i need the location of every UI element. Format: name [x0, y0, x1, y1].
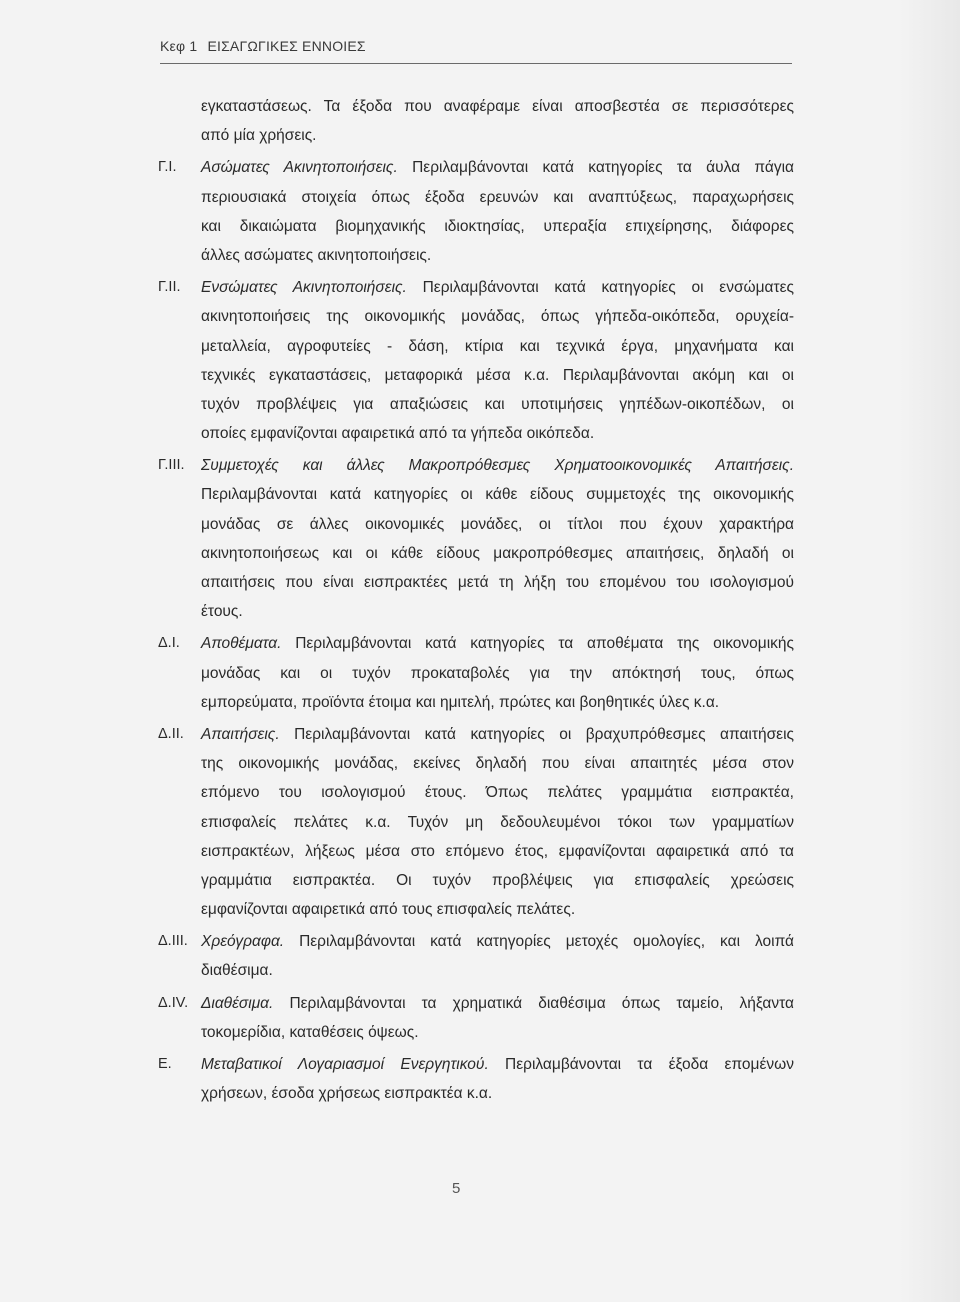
- paragraph-text: τυχόν προβλέψεις για απαξιώσεις και υποτιμήσεις γηπέδων-οικοπέδων, οι: [201, 395, 794, 413]
- section-label: Δ.ΙV.: [158, 994, 189, 1011]
- section-label: Γ.ΙΙ.: [158, 279, 181, 296]
- section-label: Δ.ΙΙ.: [158, 725, 184, 742]
- text-line: [158, 390, 794, 419]
- text-line: [158, 539, 794, 568]
- paragraph-text: απαιτήσεις που είναι εισπρακτέες μετά τη λήξη του επομένου του ισολογισμού: [201, 574, 794, 591]
- paragraph-text: από μία χρήσεις.: [201, 127, 317, 145]
- text-line: [158, 749, 794, 778]
- paragraph-text: μεταλλεία, αγροφυτείες - δάση, κτίρια και τεχνικά έργα, μηχανήματα και: [201, 337, 794, 355]
- header-rule: [160, 63, 792, 64]
- text-line: [158, 895, 794, 924]
- text-line: [158, 302, 794, 331]
- paragraph-text: επισφαλείς πελάτες κ.α. Τυχόν μη δεδουλευμένοι τόκοι των γραμματίων: [201, 813, 794, 831]
- paragraph-text: διαθέσιμα.: [201, 962, 273, 980]
- paragraph-text: και δικαιώματα βιομηχανικής ιδιοκτησίας, υπεραξία επιχείρησης, διάφορες: [201, 217, 794, 235]
- text-line: [158, 568, 794, 597]
- section-first-line: [158, 1050, 794, 1079]
- section-first-line: [158, 273, 794, 302]
- section-first-line: [158, 720, 794, 749]
- paragraph-text: Περιλαμβάνονται κατά κατηγορίες οι βραχυπρόθεσμες απαιτήσεις: [279, 725, 794, 743]
- paragraph-text: εμπορεύματα, προϊόντα έτοιμα και ημιτελή, πρώτες και βοηθητικές ύλες κ.α.: [201, 693, 720, 711]
- paragraph-text: Περιλαμβάνονται κατά κατηγορίες τα άυλα πάγια: [397, 159, 794, 177]
- paragraph-text: Περιλαμβάνονται κατά κατηγορίες οι ενσώματες: [406, 279, 795, 297]
- page-body: [158, 92, 794, 1108]
- paragraph-text: Περιλαμβάνονται κατά κατηγορίες οι κάθε είδους συμμετοχές της οικονομικής: [201, 486, 794, 504]
- page-edge-shadow: [900, 0, 960, 1302]
- text-line: [158, 361, 794, 390]
- paragraph-text: περιουσιακά στοιχεία όπως έξοδα ερευνών και αναπτύξεως, παραχωρήσεις: [201, 188, 794, 206]
- text-line: [158, 956, 794, 985]
- paragraph-text: ακινητοποιήσεως και οι κάθε είδους μακροπρόθεσμες απαιτήσεις, δηλαδή οι: [201, 544, 794, 562]
- section-term: Συμμετοχές και άλλες Μακροπρόθεσμες Χρηματοοικονομικές Απαιτήσεις.: [201, 457, 794, 475]
- text-line: [158, 212, 794, 241]
- paragraph-text: άλλες ασώματες ακινητοποιήσεις.: [201, 246, 432, 264]
- section-first-line: [158, 927, 794, 956]
- paragraph-text: Περιλαμβάνονται τα χρηματικά διαθέσιμα όπως ταμείο, λήξαντα: [273, 994, 794, 1012]
- section-term: Απαιτήσεις.: [201, 725, 280, 743]
- text-line: [158, 866, 794, 895]
- section-first-line: [158, 629, 794, 658]
- section-label: Γ.Ι.: [158, 159, 177, 176]
- text-line: [158, 92, 794, 121]
- paragraph-text: ακινητοποιήσεις της οικονομικής μονάδας, όπως γήπεδα-οικόπεδα, ορυχεία-: [201, 308, 794, 326]
- paragraph-text: τεχνικές εγκαταστάσεις, μεταφορικά μέσα κ.α. Περιλαμβάνονται ακόμη και οι: [201, 366, 794, 384]
- paragraph-text: χρήσεων, έσοδα χρήσεως εισπρακτέα κ.α.: [201, 1085, 493, 1103]
- paragraph-text: Περιλαμβάνονται κατά κατηγορίες μετοχές ομολογίες, και λοιπά: [284, 933, 794, 951]
- section-term: Αποθέματα.: [201, 635, 282, 653]
- paragraph-text: οποίες εμφανίζονται αφαιρετικά από τα γήπεδα οικόπεδα.: [201, 425, 595, 443]
- paragraph-text: εισπρακτέων, λήξεως μέσα στο επόμενο έτος, εμφανίζονται αφαιρετικά από τα: [201, 842, 794, 860]
- paragraph-text: εγκαταστάσεως. Τα έξοδα που αναφέραμε είναι αποσβεστέα σε περισσότερες: [201, 98, 794, 115]
- section-label: Ε.: [158, 1056, 172, 1072]
- paragraph-text: επόμενο του ισολογισμού έτους. Όπως πελάτες γραμμάτια εισπρακτέα,: [201, 784, 794, 802]
- section-first-line: [158, 989, 794, 1018]
- section-term: Διαθέσιμα.: [201, 994, 274, 1012]
- text-line: [158, 510, 794, 539]
- text-line: [158, 183, 794, 212]
- section-label: Γ.ΙΙΙ.: [158, 457, 185, 474]
- text-line: [158, 332, 794, 361]
- text-line: [158, 837, 794, 866]
- paragraph-text: μονάδας σε άλλες οικονομικές μονάδες, οι τίτλοι που έχουν χαρακτήρα: [201, 515, 794, 533]
- text-line: [158, 419, 794, 448]
- paragraph-text: Περιλαμβάνονται τα έξοδα επομένων: [488, 1056, 794, 1073]
- section-first-line: [158, 451, 794, 480]
- paragraph-text: Περιλαμβάνονται κατά κατηγορίες τα αποθέματα της οικονομικής: [281, 635, 794, 653]
- text-line: [158, 659, 794, 688]
- text-line: [158, 688, 794, 717]
- text-line: [158, 1018, 794, 1047]
- text-line: [158, 808, 794, 837]
- paragraph-text: τοκομερίδια, καταθέσεις όψεως.: [201, 1023, 419, 1041]
- paragraph-text: γραμμάτια εισπρακτέα. Οι τυχόν προβλέψεις για επισφαλείς χρεώσεις: [201, 871, 794, 889]
- paragraph-text: εμφανίζονται αφαιρετικά από τους επισφαλείς πελάτες.: [201, 901, 576, 919]
- running-header: [160, 38, 366, 54]
- text-line: [158, 597, 794, 626]
- section-term: Ενσώματες Ακινητοποιήσεις.: [201, 279, 407, 297]
- text-line: [158, 778, 794, 807]
- paragraph-text: έτους.: [201, 603, 243, 621]
- section-term: Ασώματες Ακινητοποιήσεις.: [201, 159, 398, 177]
- section-term: Μεταβατικοί Λογαριασμοί Ενεργητικού.: [201, 1056, 489, 1073]
- paragraph-text: της οικονομικής μονάδας, εκείνες δηλαδή που είναι απαιτητές μέσα στον: [201, 755, 794, 773]
- text-line: [158, 121, 794, 150]
- text-line: [158, 480, 794, 509]
- page-number: 5: [452, 1180, 461, 1197]
- text-line: [158, 241, 794, 270]
- paragraph-text: μονάδας και οι τυχόν προκαταβολές για την απόκτησή τους, όπως: [201, 664, 794, 682]
- section-label: Δ.Ι.: [158, 635, 180, 652]
- section-term: Χρεόγραφα.: [201, 933, 285, 951]
- section-first-line: [158, 153, 794, 182]
- text-line: [158, 1079, 794, 1108]
- section-label: Δ.ΙΙΙ.: [158, 933, 188, 950]
- chapter-title: ΕΙΣΑΓΩΓΙΚΕΣ ΕΝΝΟΙΕΣ: [207, 38, 366, 54]
- chapter-label: Κεφ 1: [160, 38, 198, 54]
